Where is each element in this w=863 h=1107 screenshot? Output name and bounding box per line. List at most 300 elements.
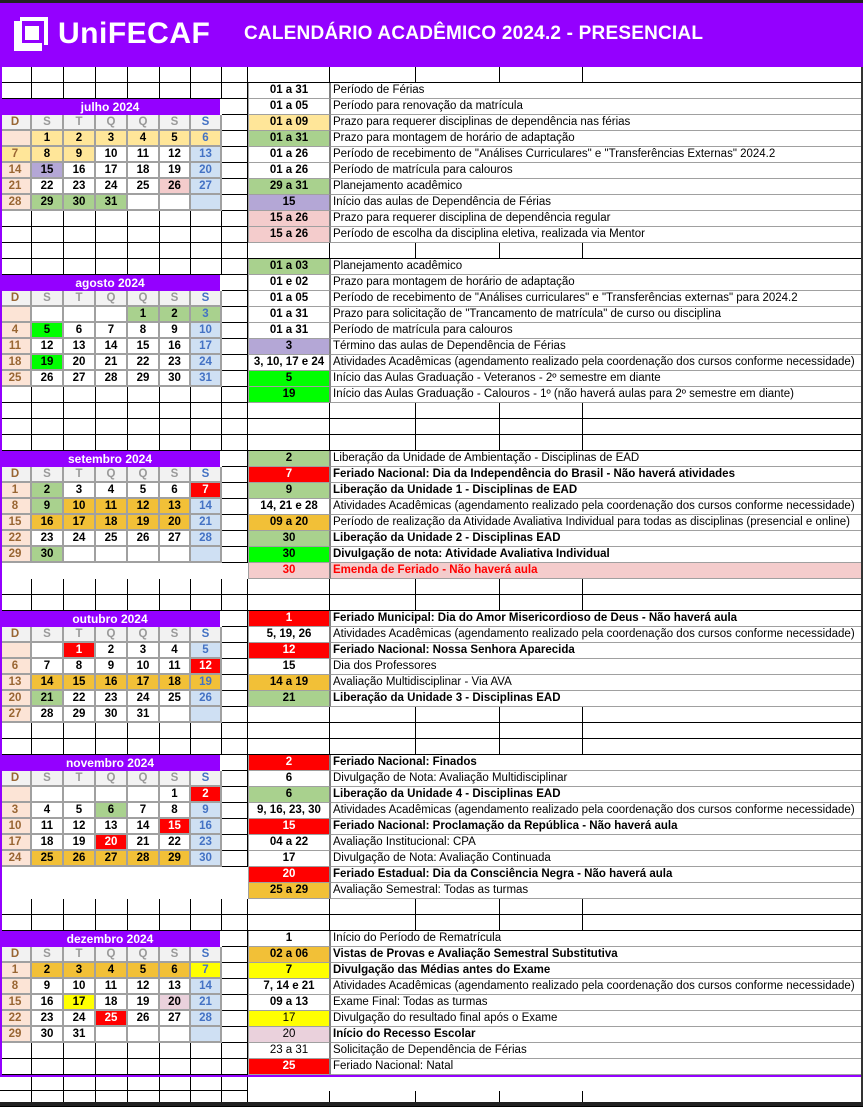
calendar-day[interactable]: 21 [96,355,128,371]
event-date: 17 [248,851,330,867]
calendar-day[interactable]: 1 [160,787,191,803]
calendar-day[interactable]: 16 [32,515,64,531]
calendar-day[interactable]: 6 [191,131,222,147]
calendar-day[interactable]: 22 [160,835,191,851]
empty-grid-cell [128,915,160,931]
calendar-day[interactable]: 20 [0,691,32,707]
empty-grid-cell [222,115,248,131]
calendar-day[interactable]: 11 [160,659,191,675]
calendar-day[interactable]: 6 [96,803,128,819]
empty-grid-cell [330,739,416,755]
weekday-label: T [64,771,96,787]
empty-grid-cell [222,99,248,115]
calendar-day[interactable]: 24 [96,179,128,195]
calendar-day [128,1027,160,1043]
calendar-day[interactable]: 11 [96,499,128,515]
calendar-day[interactable]: 22 [128,355,160,371]
calendar-day[interactable]: 14 [191,499,222,515]
empty-grid-cell [64,419,96,435]
calendar-day[interactable]: 4 [96,963,128,979]
empty-grid-cell [160,435,191,451]
calendar-day[interactable]: 7 [96,323,128,339]
calendar-day[interactable]: 15 [128,339,160,355]
calendar-day[interactable]: 13 [160,499,191,515]
empty-grid-cell [330,419,416,435]
calendar-day[interactable]: 3 [128,643,160,659]
calendar-day[interactable]: 10 [64,499,96,515]
empty-grid-cell [64,403,96,419]
empty-grid-cell [191,579,222,595]
empty-grid-cell [32,739,64,755]
calendar-day[interactable]: 4 [96,483,128,499]
empty-grid-cell [64,1075,96,1091]
calendar-day[interactable]: 5 [160,131,191,147]
calendar-day[interactable]: 26 [128,531,160,547]
event-date: 3, 10, 17 e 24 [248,355,330,371]
calendar-day[interactable]: 8 [0,979,32,995]
calendar-day[interactable]: 4 [128,131,160,147]
calendar-day[interactable]: 19 [191,675,222,691]
event-date: 30 [248,531,330,547]
calendar-day[interactable]: 30 [191,851,222,867]
calendar-day[interactable]: 27 [191,179,222,195]
calendar-day[interactable]: 19 [160,163,191,179]
event-date: 7 [248,467,330,483]
calendar-day[interactable]: 12 [64,819,96,835]
empty-grid-cell [64,1043,96,1059]
calendar-day[interactable]: 7 [128,803,160,819]
calendar-day[interactable]: 12 [128,979,160,995]
calendar-day[interactable]: 26 [64,851,96,867]
calendar-day[interactable]: 1 [0,483,32,499]
event-description: Exame Final: Todas as turmas [330,995,863,1011]
calendar-day[interactable]: 30 [32,1027,64,1043]
empty-grid-cell [96,419,128,435]
empty-grid-cell [0,243,32,259]
empty-grid-cell [96,723,128,739]
calendar-day[interactable]: 22 [0,531,32,547]
empty-grid-cell [583,403,863,419]
calendar-day[interactable]: 14 [128,819,160,835]
calendar-day[interactable]: 24 [128,691,160,707]
empty-grid-cell [330,243,416,259]
calendar-day[interactable]: 7 [191,483,222,499]
empty-grid-cell [222,371,248,387]
calendar-day[interactable]: 20 [160,995,191,1011]
calendar-day[interactable]: 24 [191,355,222,371]
empty-grid-cell [160,243,191,259]
calendar-day[interactable]: 3 [191,307,222,323]
calendar-day[interactable]: 16 [96,675,128,691]
empty-grid-cell [248,723,330,739]
empty-grid-cell [248,67,330,83]
calendar-day[interactable]: 3 [0,803,32,819]
empty-grid-cell [64,387,96,403]
calendar-day[interactable]: 2 [32,963,64,979]
event-date: 12 [248,643,330,659]
empty-grid-cell [160,83,191,99]
calendar-day[interactable]: 14 [191,979,222,995]
calendar-day[interactable]: 5 [32,323,64,339]
calendar-day[interactable]: 4 [160,643,191,659]
calendar-day[interactable]: 15 [32,163,64,179]
calendar-day[interactable]: 22 [32,179,64,195]
calendar-day[interactable]: 19 [64,835,96,851]
calendar-day[interactable]: 8 [64,659,96,675]
calendar-day[interactable]: 16 [64,163,96,179]
weekday-label: S [160,947,191,963]
calendar-day[interactable]: 16 [160,339,191,355]
calendar-day[interactable]: 2 [32,483,64,499]
calendar-day[interactable]: 10 [64,979,96,995]
empty-grid-cell [160,227,191,243]
calendar-day[interactable]: 31 [96,195,128,211]
empty-grid-cell [32,211,64,227]
empty-grid-cell [128,899,160,915]
empty-grid-cell [222,579,248,595]
month-header: dezembro 2024 [0,931,220,947]
calendar-day[interactable]: 20 [191,163,222,179]
calendar-day[interactable]: 14 [96,339,128,355]
empty-grid-cell [222,643,248,659]
empty-grid-cell [500,707,583,723]
calendar-day[interactable]: 10 [0,819,32,835]
empty-grid-cell [416,595,500,611]
calendar-day[interactable]: 2 [191,787,222,803]
calendar-day[interactable]: 5 [191,643,222,659]
calendar-day[interactable]: 28 [128,851,160,867]
calendar-day[interactable]: 1 [128,307,160,323]
empty-grid-cell [128,1059,160,1075]
empty-grid-cell [222,739,248,755]
calendar-day[interactable]: 14 [32,675,64,691]
calendar-day[interactable]: 11 [128,147,160,163]
calendar-day[interactable]: 10 [96,147,128,163]
calendar-day[interactable]: 26 [32,371,64,387]
calendar-day[interactable]: 28 [96,371,128,387]
calendar-day[interactable]: 6 [64,323,96,339]
empty-grid-cell [222,275,248,291]
calendar-day[interactable]: 12 [160,147,191,163]
empty-grid-cell [160,595,191,611]
calendar-day[interactable]: 4 [0,323,32,339]
calendar-day[interactable]: 21 [0,179,32,195]
calendar-day[interactable]: 8 [0,499,32,515]
calendar-day[interactable]: 6 [160,483,191,499]
calendar-day[interactable]: 29 [64,707,96,723]
empty-grid-cell [222,355,248,371]
calendar-day [96,787,128,803]
calendar-day [96,1027,128,1043]
calendar-day[interactable]: 22 [64,691,96,707]
calendar-day[interactable]: 17 [96,163,128,179]
calendar-day[interactable]: 31 [128,707,160,723]
calendar-day[interactable]: 15 [64,675,96,691]
page-title: CALENDÁRIO ACADÊMICO 2024.2 - PRESENCIAL [244,23,704,44]
empty-grid-cell [583,723,863,739]
calendar-day[interactable]: 29 [128,371,160,387]
calendar-day[interactable]: 5 [128,483,160,499]
calendar-day[interactable]: 31 [64,1027,96,1043]
event-description: Atividades Acadêmicas (agendamento realizado pela coordenação dos cursos conforme necessidade) [330,803,863,819]
calendar-day[interactable]: 2 [64,131,96,147]
calendar-day[interactable]: 3 [64,483,96,499]
calendar-day[interactable]: 28 [32,707,64,723]
empty-grid-cell [128,435,160,451]
calendar-day[interactable]: 19 [128,995,160,1011]
empty-grid-cell [32,419,64,435]
empty-grid-cell [32,915,64,931]
calendar-day[interactable]: 28 [191,1011,222,1027]
calendar-day[interactable]: 7 [32,659,64,675]
calendar-day[interactable]: 11 [0,339,32,355]
event-date: 01 a 31 [248,131,330,147]
weekday-label: S [160,627,191,643]
empty-grid-cell [0,579,32,595]
empty-grid-cell [222,803,248,819]
empty-grid-cell [416,723,500,739]
calendar-day[interactable]: 1 [32,131,64,147]
weekday-label: D [0,467,32,483]
calendar-day[interactable]: 25 [96,531,128,547]
weekday-label: S [160,291,191,307]
calendar-day[interactable]: 15 [0,515,32,531]
calendar-day[interactable]: 6 [160,963,191,979]
event-date: 29 a 31 [248,179,330,195]
calendar-day[interactable]: 21 [191,995,222,1011]
calendar-day[interactable]: 29 [0,547,32,563]
calendar-day [0,787,32,803]
weekday-label: Q [128,467,160,483]
weekday-label: S [191,947,222,963]
calendar-day[interactable]: 15 [0,995,32,1011]
empty-grid-cell [191,723,222,739]
weekday-label: Q [96,115,128,131]
calendar-day[interactable]: 31 [191,371,222,387]
calendar-day[interactable]: 18 [160,675,191,691]
calendar-day[interactable]: 27 [0,707,32,723]
calendar-day[interactable]: 9 [64,147,96,163]
calendar-day[interactable]: 1 [0,963,32,979]
calendar-day[interactable]: 23 [160,355,191,371]
calendar-day[interactable]: 21 [128,835,160,851]
purple-left-border [0,67,2,1077]
calendar-day[interactable]: 8 [32,147,64,163]
calendar-day[interactable]: 24 [64,1011,96,1027]
calendar-day[interactable]: 8 [160,803,191,819]
calendar-day[interactable]: 9 [32,499,64,515]
calendar-day[interactable]: 25 [96,1011,128,1027]
calendar-day[interactable]: 26 [128,1011,160,1027]
empty-grid-cell [128,67,160,83]
purple-bottom-border [0,1075,863,1077]
calendar-day[interactable]: 20 [160,515,191,531]
event-date: 09 a 20 [248,515,330,531]
event-description: Início das aulas de Dependência de Férias [330,195,863,211]
event-date: 19 [248,387,330,403]
calendar-day[interactable]: 22 [0,1011,32,1027]
calendar-day[interactable]: 12 [191,659,222,675]
calendar-day[interactable]: 23 [32,531,64,547]
event-description: Período de Férias [330,83,863,99]
empty-grid-cell [330,595,416,611]
calendar-day[interactable]: 24 [64,531,96,547]
calendar-day[interactable]: 7 [191,963,222,979]
empty-grid-cell [222,339,248,355]
calendar-day[interactable]: 23 [32,1011,64,1027]
calendar-day[interactable]: 19 [128,515,160,531]
calendar-day[interactable]: 29 [32,195,64,211]
calendar-day[interactable]: 28 [191,531,222,547]
calendar-day[interactable]: 27 [96,851,128,867]
calendar-day[interactable]: 17 [191,339,222,355]
calendar-day[interactable]: 9 [160,323,191,339]
calendar-day[interactable]: 9 [191,803,222,819]
calendar-day[interactable]: 27 [160,531,191,547]
calendar-day[interactable]: 10 [191,323,222,339]
calendar-day[interactable]: 17 [64,515,96,531]
calendar-day [128,547,160,563]
calendar-day[interactable]: 28 [0,195,32,211]
calendar-day[interactable]: 12 [128,499,160,515]
calendar-day[interactable]: 13 [191,147,222,163]
calendar-day[interactable]: 6 [0,659,32,675]
calendar-day[interactable]: 23 [191,835,222,851]
event-date: 15 a 26 [248,227,330,243]
calendar-day[interactable]: 13 [0,675,32,691]
calendar-day[interactable]: 27 [160,1011,191,1027]
calendar-day[interactable]: 25 [128,179,160,195]
calendar-day[interactable]: 16 [191,819,222,835]
empty-grid-cell [0,1075,32,1091]
calendar-day[interactable]: 13 [96,819,128,835]
calendar-day[interactable]: 18 [96,995,128,1011]
event-description: Início do Período de Rematrícula [330,931,863,947]
calendar-day[interactable]: 10 [128,659,160,675]
empty-grid-cell [330,403,416,419]
weekday-label: S [191,627,222,643]
calendar-day[interactable]: 20 [64,355,96,371]
empty-grid-cell [222,195,248,211]
calendar-day[interactable]: 21 [32,691,64,707]
calendar-day[interactable]: 25 [32,851,64,867]
event-date: 14, 21 e 28 [248,499,330,515]
empty-grid-cell [191,1043,222,1059]
calendar-day[interactable]: 18 [96,515,128,531]
empty-grid-cell [128,723,160,739]
calendar-day[interactable]: 12 [32,339,64,355]
empty-grid-cell [191,227,222,243]
event-description: Início das Aulas Graduação - Calouros - 1º (não haverá aulas para 2º semestre em diante) [330,387,863,403]
calendar-day[interactable]: 18 [128,163,160,179]
empty-grid-cell [32,899,64,915]
weekday-label: Q [128,947,160,963]
calendar-day[interactable]: 17 [0,835,32,851]
unifecaf-logo-icon [12,15,50,53]
calendar-day[interactable]: 23 [64,179,96,195]
calendar-day[interactable]: 7 [0,147,32,163]
empty-grid-cell [96,1043,128,1059]
calendar-day[interactable]: 3 [64,963,96,979]
calendar-day[interactable]: 21 [191,515,222,531]
empty-grid-cell [0,915,32,931]
calendar-day[interactable]: 15 [160,819,191,835]
empty-grid-cell [330,435,416,451]
event-description: Divulgação das Médias antes do Exame [330,963,863,979]
calendar-day[interactable]: 2 [160,307,191,323]
event-description: Prazo para solicitação de "Trancamento de matrícula" de curso ou disciplina [330,307,863,323]
calendar-day[interactable]: 19 [32,355,64,371]
calendar-day [32,787,64,803]
event-date: 01 a 05 [248,99,330,115]
event-date: 14 a 19 [248,675,330,691]
calendar-day[interactable]: 24 [0,851,32,867]
calendar-day[interactable]: 4 [32,803,64,819]
calendar-day[interactable]: 2 [96,643,128,659]
empty-grid-cell [191,915,222,931]
calendar-day[interactable]: 9 [96,659,128,675]
calendar-day[interactable]: 5 [64,803,96,819]
empty-grid-cell [0,723,32,739]
empty-grid-cell [416,67,500,83]
empty-grid-cell [500,419,583,435]
calendar-day[interactable]: 29 [160,851,191,867]
calendar-day[interactable]: 9 [32,979,64,995]
empty-grid-cell [0,899,32,915]
calendar-day[interactable]: 13 [64,339,96,355]
calendar-day[interactable]: 18 [32,835,64,851]
calendar-day[interactable]: 25 [0,371,32,387]
calendar-day[interactable]: 11 [32,819,64,835]
empty-grid-cell [64,227,96,243]
event-description: Planejamento acadêmico [330,259,863,275]
empty-grid-cell [583,915,863,931]
event-description: Feriado Nacional: Proclamação da República - Não haverá aula [330,819,863,835]
calendar-day[interactable]: 26 [160,179,191,195]
calendar-day[interactable]: 25 [160,691,191,707]
empty-grid-cell [0,83,32,99]
calendar-day[interactable]: 27 [64,371,96,387]
calendar-day[interactable]: 18 [0,355,32,371]
event-description: Atividades Acadêmicas (agendamento realizado pela coordenação dos cursos conforme necessidade) [330,979,863,995]
weekday-label: D [0,771,32,787]
calendar-day[interactable]: 20 [96,835,128,851]
empty-grid-cell [160,419,191,435]
calendar-day[interactable]: 29 [0,1027,32,1043]
calendar-day[interactable]: 13 [160,979,191,995]
calendar-day[interactable]: 3 [96,131,128,147]
calendar-day[interactable]: 8 [128,323,160,339]
calendar-day [160,707,191,723]
calendar-day[interactable]: 17 [128,675,160,691]
calendar-day[interactable]: 30 [64,195,96,211]
calendar-day[interactable]: 5 [128,963,160,979]
calendar-day[interactable]: 26 [191,691,222,707]
empty-grid-cell [96,259,128,275]
calendar-day[interactable]: 30 [160,371,191,387]
calendar-day[interactable]: 30 [96,707,128,723]
calendar-day[interactable]: 30 [32,547,64,563]
calendar-day[interactable]: 1 [64,643,96,659]
calendar-day[interactable]: 11 [96,979,128,995]
weekday-label: D [0,627,32,643]
calendar-day[interactable]: 14 [0,163,32,179]
calendar-day[interactable]: 16 [32,995,64,1011]
calendar-day[interactable]: 23 [96,691,128,707]
calendar-day[interactable]: 17 [64,995,96,1011]
empty-grid-cell [32,67,64,83]
empty-grid-cell [96,403,128,419]
